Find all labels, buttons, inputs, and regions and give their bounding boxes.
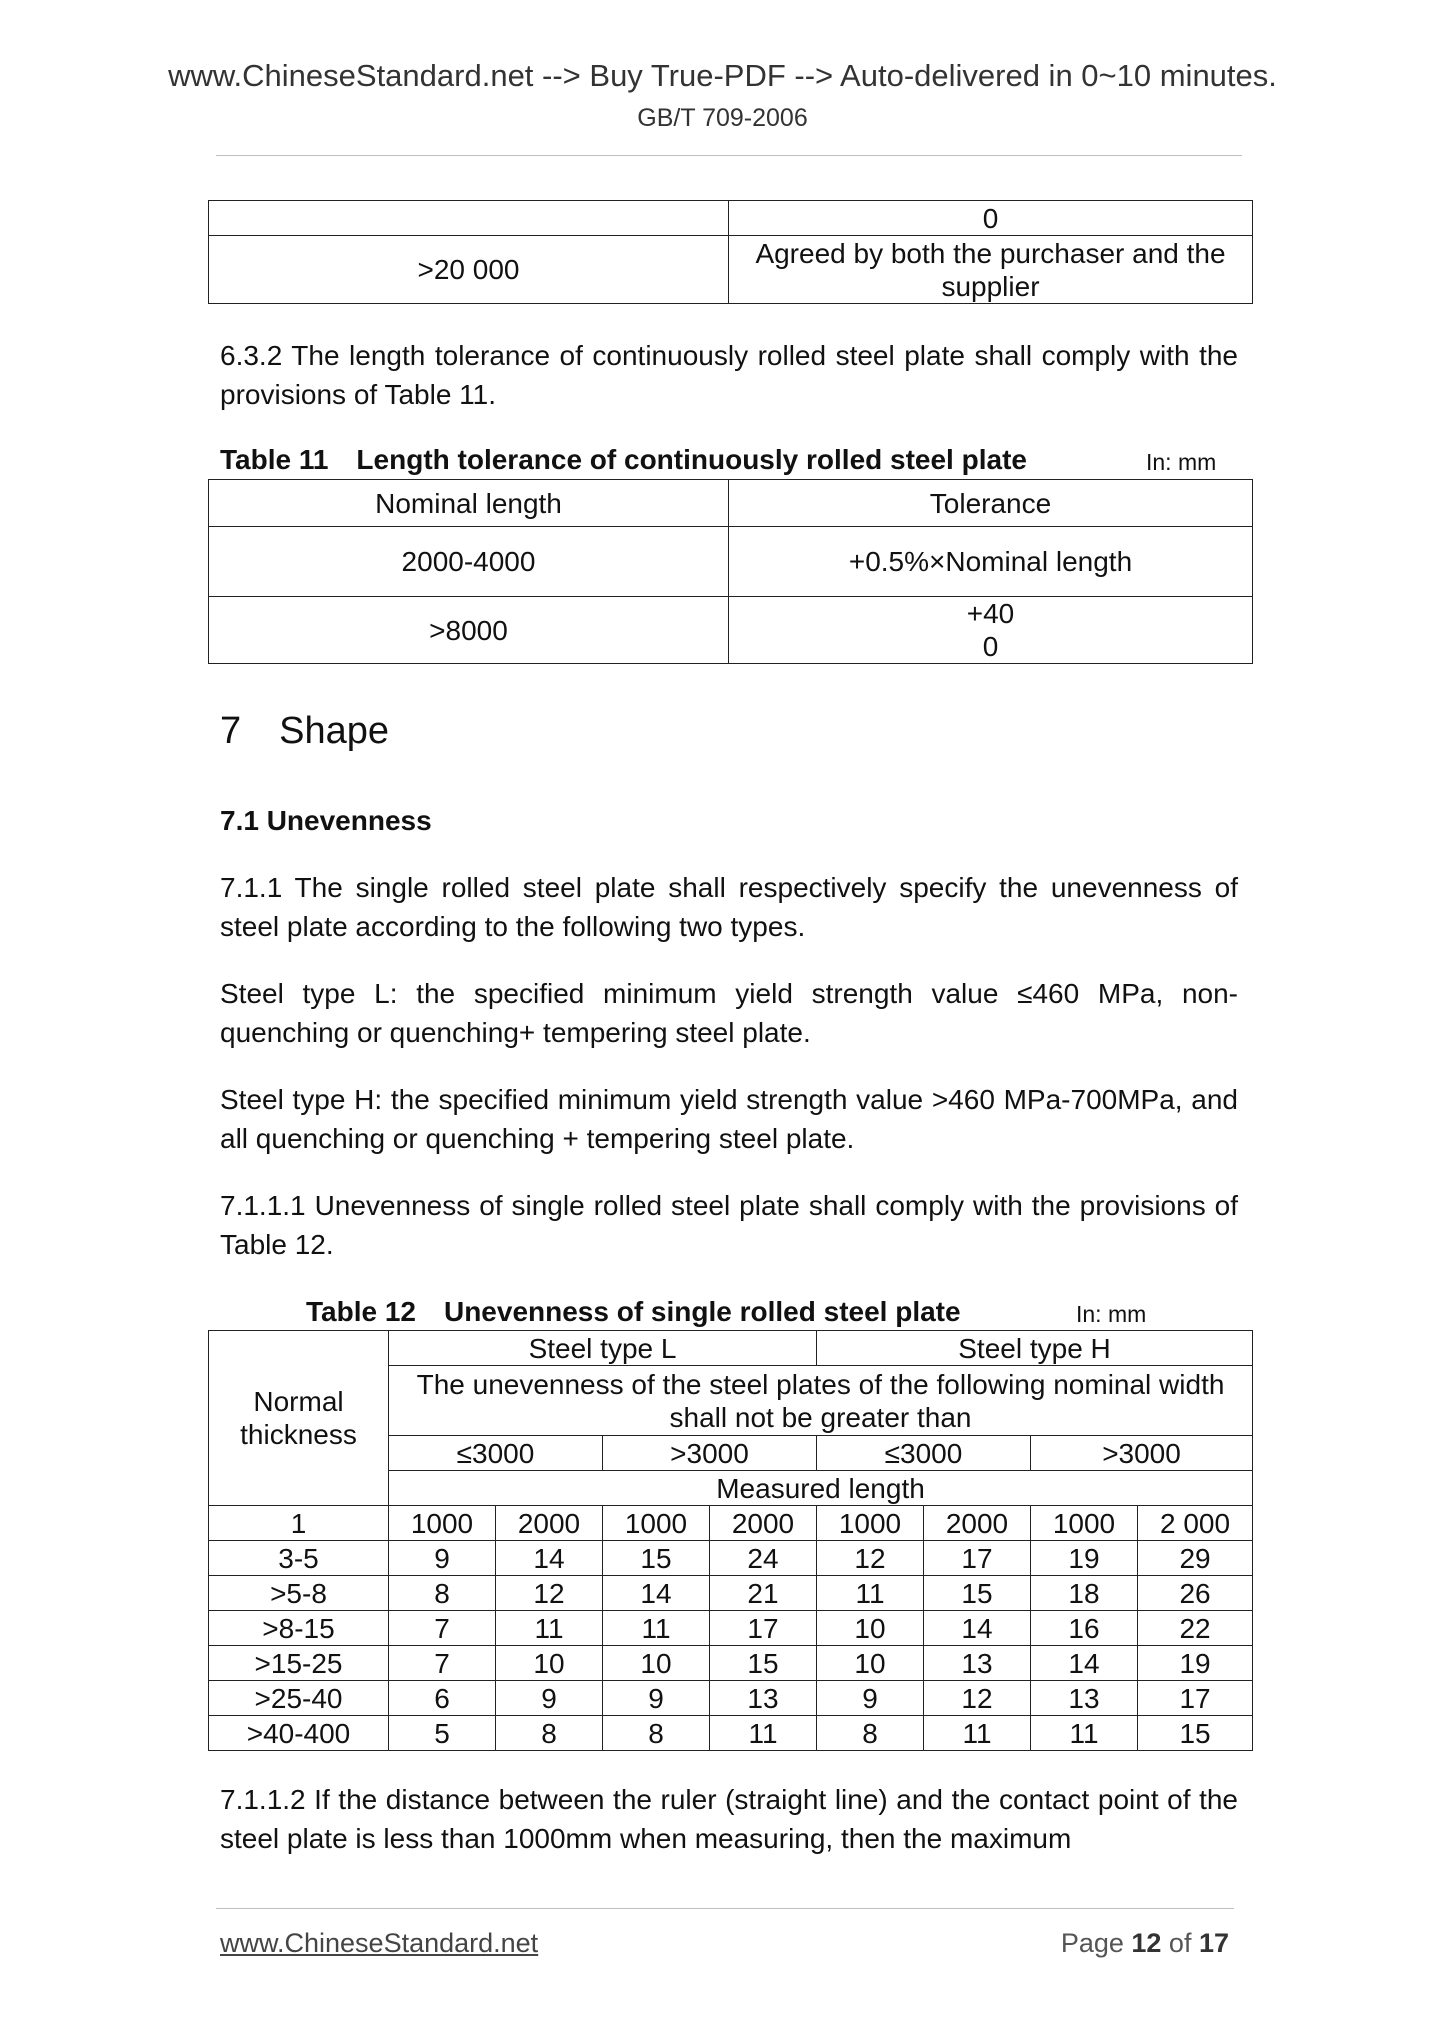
table-cell: 9 <box>389 1541 496 1576</box>
steel-type-h-definition: Steel type H: the specified minimum yield strength value >460 MPa-700MPa, and all quenching or quenching + tempering steel plate. <box>220 1084 1238 1154</box>
table-cell: 15 <box>710 1646 817 1681</box>
table-row <box>209 1611 1253 1646</box>
table-cell: >15-25 <box>209 1646 389 1681</box>
tolerance-upper: +40 <box>966 598 1015 629</box>
table-cell <box>729 597 1253 664</box>
table-cell: 11 <box>496 1611 603 1646</box>
table-cell: 29 <box>1138 1541 1253 1576</box>
table-continued <box>208 200 1253 304</box>
table-cell: 19 <box>1031 1541 1138 1576</box>
table-row <box>209 1576 1253 1611</box>
table-cell: 0 <box>729 201 1253 236</box>
table-cell: 8 <box>389 1576 496 1611</box>
table-cell: 1000 <box>603 1506 710 1541</box>
table-cell: 13 <box>1031 1681 1138 1716</box>
table-cell: 8 <box>496 1716 603 1751</box>
table-cell: 21 <box>710 1576 817 1611</box>
footer-divider <box>216 1908 1234 1909</box>
table-cell: 9 <box>817 1681 924 1716</box>
table-cell: 12 <box>496 1576 603 1611</box>
table-11-unit: In: mm <box>1146 449 1217 475</box>
steel-type-h-header: Steel type H <box>817 1331 1253 1366</box>
table-cell: +0.5%×Nominal length <box>729 527 1253 597</box>
table-cell: 5 <box>389 1716 496 1751</box>
table-cell: 14 <box>924 1611 1031 1646</box>
steel-type-l-header: Steel type L <box>389 1331 817 1366</box>
table-cell: 16 <box>1031 1611 1138 1646</box>
current-page: 12 <box>1131 1928 1162 1958</box>
table-cell: 8 <box>603 1716 710 1751</box>
table-cell: 2000 <box>710 1506 817 1541</box>
header-divider <box>216 155 1242 156</box>
page-number <box>1061 1928 1229 1959</box>
clause-7-1-1-1: 7.1.1.1 Unevenness of single rolled steel plate shall comply with the provisions of Table 12. <box>220 1190 1238 1260</box>
table-cell: 14 <box>496 1541 603 1576</box>
table-cell: 1000 <box>817 1506 924 1541</box>
table-cell: 15 <box>603 1541 710 1576</box>
table-cell: 10 <box>496 1646 603 1681</box>
table-cell <box>209 201 729 236</box>
table-cell: 13 <box>710 1681 817 1716</box>
table-row <box>209 1681 1253 1716</box>
steel-type-l-definition: Steel type L: the specified minimum yield strength value ≤460 MPa, non-quenching or quenching+ tempering steel plate. <box>220 978 1238 1048</box>
table-cell: 8 <box>817 1716 924 1751</box>
table-cell: 17 <box>924 1541 1031 1576</box>
table-cell: 10 <box>817 1646 924 1681</box>
table-cell: 2 000 <box>1138 1506 1253 1541</box>
table-cell: >8000 <box>209 597 729 664</box>
table-cell: 17 <box>710 1611 817 1646</box>
width-header: ≤3000 <box>817 1436 1031 1471</box>
table-cell: >5-8 <box>209 1576 389 1611</box>
table-cell: 7 <box>389 1611 496 1646</box>
clause-7-1-1-2: 7.1.1.2 If the distance between the ruler (straight line) and the contact point of the steel plate is less than 1000mm when measuring, then the maximum <box>220 1784 1238 1854</box>
table-12-unit: In: mm <box>1076 1301 1147 1327</box>
table-11 <box>208 479 1253 664</box>
table-cell: 14 <box>603 1576 710 1611</box>
table-cell: 10 <box>817 1611 924 1646</box>
table-cell: 11 <box>1031 1716 1138 1751</box>
table-cell: 13 <box>924 1646 1031 1681</box>
footer-site-link[interactable]: www.ChineseStandard.net <box>220 1928 539 1958</box>
table-cell: 1 <box>209 1506 389 1541</box>
table-cell: 9 <box>603 1681 710 1716</box>
measured-length-header: Measured length <box>389 1471 1253 1506</box>
table-cell: 10 <box>603 1646 710 1681</box>
table-cell: 12 <box>924 1681 1031 1716</box>
clause-7-1-1: 7.1.1 The single rolled steel plate shall respectively specify the unevenness of steel plate according to the following two types. <box>220 872 1238 942</box>
table-cell: 19 <box>1138 1646 1253 1681</box>
table-cell: >20 000 <box>209 236 729 304</box>
tolerance-lower: 0 <box>982 631 999 662</box>
table-cell: 15 <box>924 1576 1031 1611</box>
table-12-caption: Table 12 Unevenness of single rolled steel plate <box>306 1296 961 1327</box>
width-header: >3000 <box>1031 1436 1253 1471</box>
subsection-heading: 7.1 Unevenness <box>220 805 432 836</box>
table-cell: 2000 <box>924 1506 1031 1541</box>
table-header: Tolerance <box>729 480 1253 527</box>
width-span-header: The unevenness of the steel plates of the following nominal width shall not be greater than <box>389 1366 1253 1436</box>
table-cell: 1000 <box>1031 1506 1138 1541</box>
total-pages: 17 <box>1198 1928 1229 1958</box>
table-cell: Agreed by both the purchaser and the supplier <box>729 236 1253 304</box>
table-cell: 17 <box>1138 1681 1253 1716</box>
table-row <box>209 1541 1253 1576</box>
table-cell: 3-5 <box>209 1541 389 1576</box>
table-row <box>209 1716 1253 1751</box>
table-cell: 12 <box>817 1541 924 1576</box>
table-12 <box>208 1330 1253 1751</box>
table-cell: 1000 <box>389 1506 496 1541</box>
table-11-caption: Table 11 Length tolerance of continuously rolled steel plate <box>220 444 1027 475</box>
table-cell: >25-40 <box>209 1681 389 1716</box>
table-cell: 24 <box>710 1541 817 1576</box>
width-header: >3000 <box>603 1436 817 1471</box>
table-cell: >40-400 <box>209 1716 389 1751</box>
page-of-label: of <box>1161 1928 1199 1958</box>
table-row <box>209 1646 1253 1681</box>
row-header: Normal thickness <box>209 1331 389 1506</box>
table-cell: 6 <box>389 1681 496 1716</box>
table-cell: 2000-4000 <box>209 527 729 597</box>
clause-6-3-2: 6.3.2 The length tolerance of continuously rolled steel plate shall comply with the provisions of Table 11. <box>220 340 1238 410</box>
section-heading: 7 Shape <box>220 710 390 752</box>
table-cell: >8-15 <box>209 1611 389 1646</box>
table-cell: 11 <box>710 1716 817 1751</box>
table-cell: 2000 <box>496 1506 603 1541</box>
table-cell: 15 <box>1138 1716 1253 1751</box>
page-label: Page <box>1060 1928 1132 1958</box>
width-header: ≤3000 <box>389 1436 603 1471</box>
table-cell: 7 <box>389 1646 496 1681</box>
document-code: GB/T 709-2006 <box>637 104 808 132</box>
table-cell: 11 <box>924 1716 1031 1751</box>
table-cell: 26 <box>1138 1576 1253 1611</box>
table-cell: 11 <box>817 1576 924 1611</box>
table-cell: 22 <box>1138 1611 1253 1646</box>
table-cell: 18 <box>1031 1576 1138 1611</box>
table-cell: 11 <box>603 1611 710 1646</box>
header-banner: www.ChineseStandard.net --> Buy True-PDF --> Auto-delivered in 0~10 minutes. <box>168 58 1277 93</box>
table-header: Nominal length <box>209 480 729 527</box>
table-cell: 9 <box>496 1681 603 1716</box>
table-cell: 14 <box>1031 1646 1138 1681</box>
